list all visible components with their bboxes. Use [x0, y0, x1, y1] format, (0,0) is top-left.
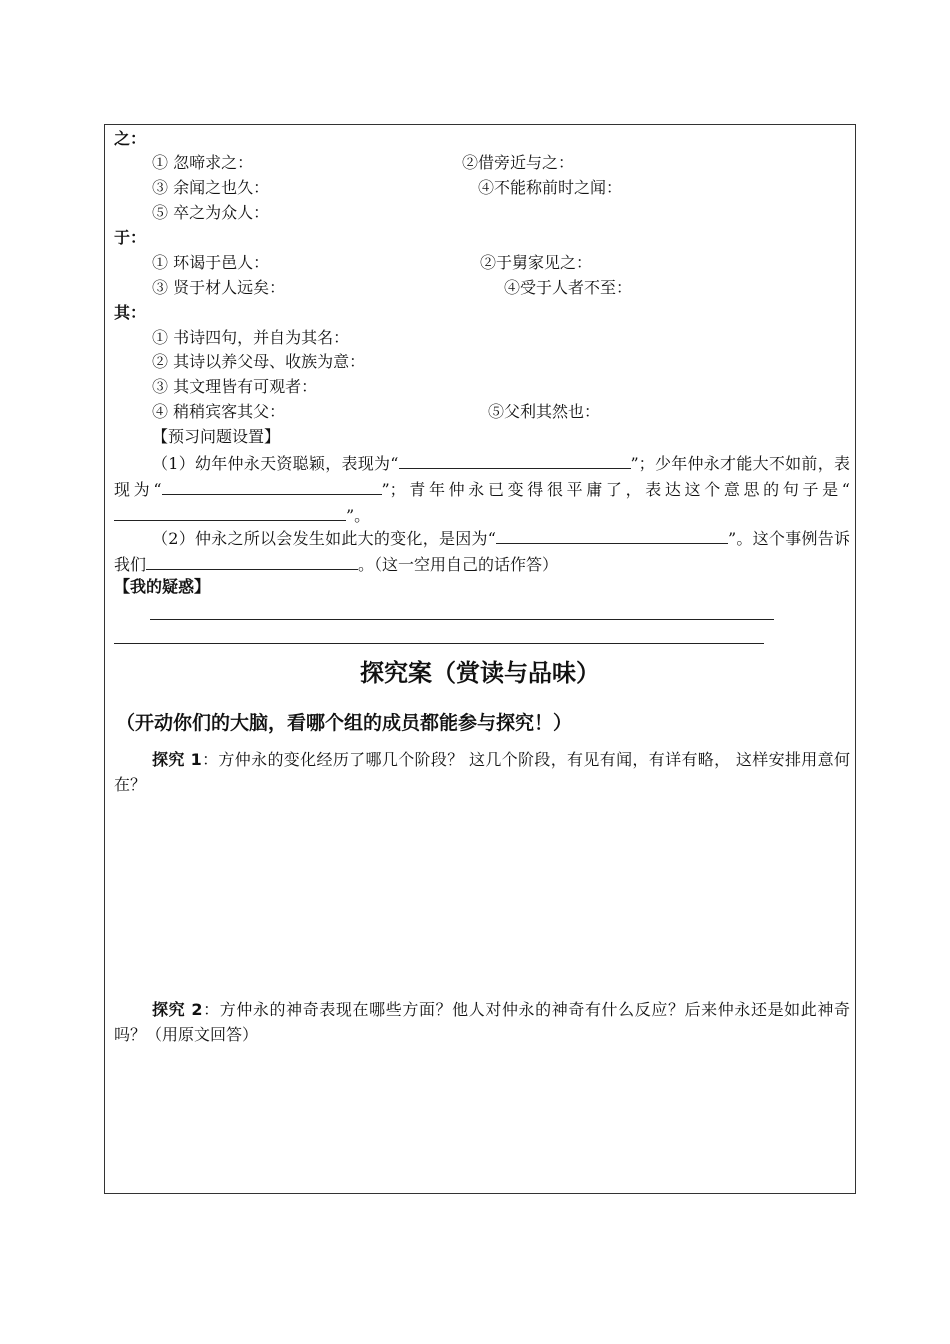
q1-blank-2[interactable] — [162, 476, 382, 495]
qi-heading: 其： — [114, 303, 147, 322]
zhi-item-1: ① 忽啼求之： — [152, 153, 254, 172]
yu-item-3: ③ 贤于材人远矣： — [152, 278, 286, 297]
preview-question-1 — [114, 450, 850, 528]
explore-q1-label: 探究 1 — [152, 750, 202, 769]
explore-title: 探究案（赏读与品味） — [360, 659, 600, 687]
doubt-line-1[interactable] — [150, 619, 774, 620]
explore-subtitle: （开动你们的大脑，看哪个组的成员都能参与探究！） — [116, 712, 573, 734]
qi-item-2: ② 其诗以养父母、收族为意： — [152, 352, 366, 371]
q1-text-c: ”；青年仲永已变得很平庸了，表达这个意思的句子是“ — [381, 480, 850, 499]
explore-q1-text: ：方仲永的变化经历了哪几个阶段？ 这几个阶段，有见有闻，有详有略， 这样安排用意何在？ — [114, 750, 850, 794]
yu-item-1: ① 环谒于邑人： — [152, 253, 270, 272]
preview-heading: 【预习问题设置】 — [152, 427, 281, 446]
qi-item-4: ④ 稍稍宾客其父： — [152, 402, 286, 421]
qi-item-3: ③ 其文理皆有可观者： — [152, 377, 318, 396]
q2-text-a: （2）仲永之所以会发生如此大的变化，是因为“ — [152, 529, 496, 548]
q2-text-b: ”。这个事例告诉我们 — [114, 529, 850, 574]
doubt-line-2[interactable] — [114, 643, 764, 644]
explore-q2-text: ：方仲永的神奇表现在哪些方面？他人对仲永的神奇有什么反应？后来仲永还是如此神奇吗？（用原文回答） — [114, 1000, 850, 1044]
zhi-heading: 之： — [114, 129, 147, 148]
explore-q2-label: 探究 2 — [152, 1000, 203, 1019]
q2-text-c: 。（这一空用自己的话作答） — [358, 555, 559, 574]
q1-text-d: ”。 — [346, 506, 371, 525]
qi-item-1: ① 书诗四句，并自为其名： — [152, 328, 350, 347]
yu-heading: 于： — [114, 228, 147, 247]
zhi-item-5: ⑤ 卒之为众人： — [152, 203, 270, 222]
zhi-item-3: ③ 余闻之也久： — [152, 178, 270, 197]
q1-text-b: ”；少年仲永才能大不如前，表现为“ — [114, 454, 850, 499]
q2-blank-1[interactable] — [496, 525, 728, 544]
doubt-heading: 【我的疑惑】 — [114, 577, 211, 596]
zhi-item-4: ④不能称前时之闻： — [478, 178, 623, 197]
q2-blank-2[interactable] — [146, 551, 358, 570]
q1-blank-1[interactable] — [399, 450, 631, 469]
explore-question-1 — [114, 747, 850, 797]
yu-item-4: ④受于人者不至： — [504, 278, 633, 297]
preview-question-2 — [114, 525, 850, 577]
q1-blank-3[interactable] — [114, 502, 346, 521]
explore-question-2 — [114, 997, 850, 1047]
zhi-item-2: ②借旁近与之： — [462, 153, 575, 172]
qi-item-5: ⑤父利其然也： — [488, 402, 601, 421]
q1-text-a: （1）幼年仲永天资聪颖，表现为“ — [152, 454, 399, 473]
yu-item-2: ②于舅家见之： — [480, 253, 593, 272]
